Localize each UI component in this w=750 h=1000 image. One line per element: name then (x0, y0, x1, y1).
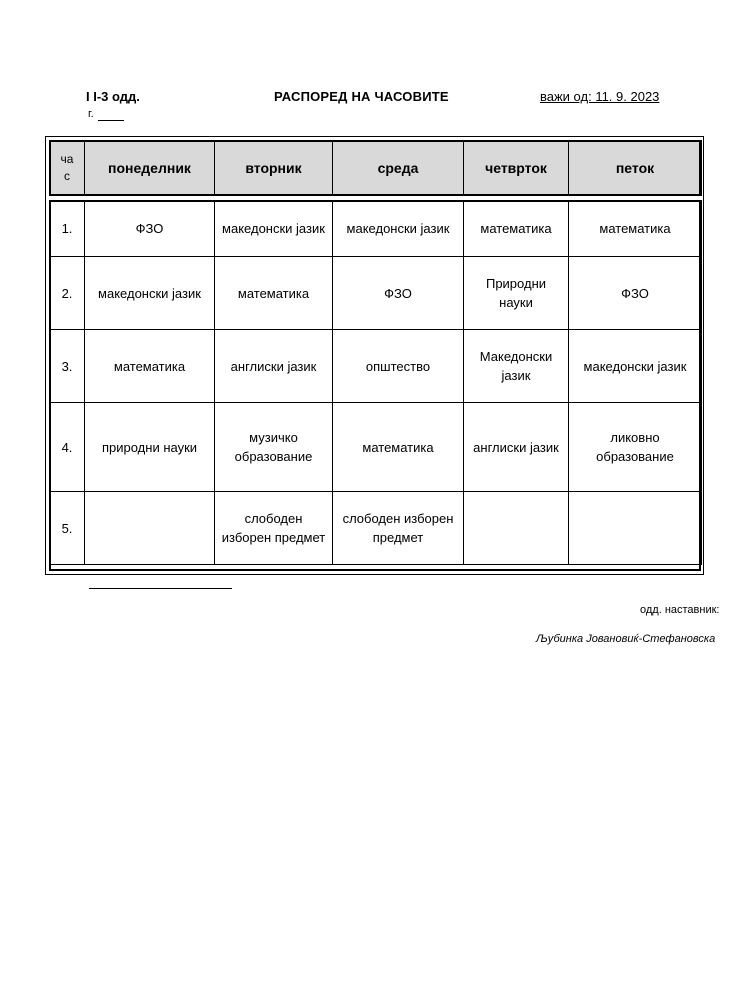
table-row (50, 403, 702, 492)
lesson-cell: слободен изборен предмет (215, 492, 333, 565)
class-label: I I-3 одд. (86, 89, 140, 104)
day-header-thursday: четврток (464, 141, 569, 196)
day-header-wednesday: среда (333, 141, 464, 196)
lesson-cell: македонски јазик (85, 257, 215, 330)
signature-line (89, 588, 232, 589)
lesson-cell: општество (333, 330, 464, 403)
hour-header (50, 141, 85, 196)
hour-number: 4. (50, 403, 85, 492)
lesson-cell: македонски јазик (215, 201, 333, 257)
year-label: г. (88, 108, 94, 120)
hour-header-top: ча (60, 152, 74, 166)
lesson-cell: математика (85, 330, 215, 403)
lesson-cell: англиски јазик (215, 330, 333, 403)
lesson-cell: музичко образование (215, 403, 333, 492)
lesson-cell: ФЗО (569, 257, 702, 330)
lesson-cell: македонски јазик (569, 330, 702, 403)
day-header-tuesday: вторник (215, 141, 333, 196)
schedule-body-table (49, 200, 702, 565)
hour-number: 3. (50, 330, 85, 403)
schedule-header-table (49, 140, 702, 196)
year-underline (98, 120, 124, 121)
day-header-friday: петок (569, 141, 702, 196)
hour-number: 5. (50, 492, 85, 565)
lesson-cell: англиски јазик (464, 403, 569, 492)
lesson-cell: математика (333, 403, 464, 492)
table-row (50, 257, 702, 330)
header-row (50, 141, 702, 196)
lesson-cell (569, 492, 702, 565)
lesson-cell: Природни науки (464, 257, 569, 330)
lesson-cell: македонски јазик (333, 201, 464, 257)
table-row (50, 201, 702, 257)
lesson-cell (85, 492, 215, 565)
day-header-monday: понеделник (85, 141, 215, 196)
hour-number: 1. (50, 201, 85, 257)
lesson-cell: математика (464, 201, 569, 257)
lesson-cell: Македонски јазик (464, 330, 569, 403)
table-row (50, 330, 702, 403)
lesson-cell: природни науки (85, 403, 215, 492)
hour-number: 2. (50, 257, 85, 330)
teacher-name: Љубинка Јовановиќ-Стефановска (536, 633, 716, 645)
lesson-cell: математика (569, 201, 702, 257)
table-row (50, 492, 702, 565)
teacher-label: одд. наставник: (640, 604, 720, 616)
hour-header-bottom: с (64, 169, 70, 183)
lesson-cell: ФЗО (333, 257, 464, 330)
lesson-cell: математика (215, 257, 333, 330)
lesson-cell: слободен изборен предмет (333, 492, 464, 565)
lesson-cell: ФЗО (85, 201, 215, 257)
lesson-cell: ликовно образование (569, 403, 702, 492)
valid-from: важи од: 11. 9. 2023 (540, 89, 660, 104)
page-title: РАСПОРЕД НА ЧАСОВИТЕ (274, 89, 449, 104)
lesson-cell (464, 492, 569, 565)
